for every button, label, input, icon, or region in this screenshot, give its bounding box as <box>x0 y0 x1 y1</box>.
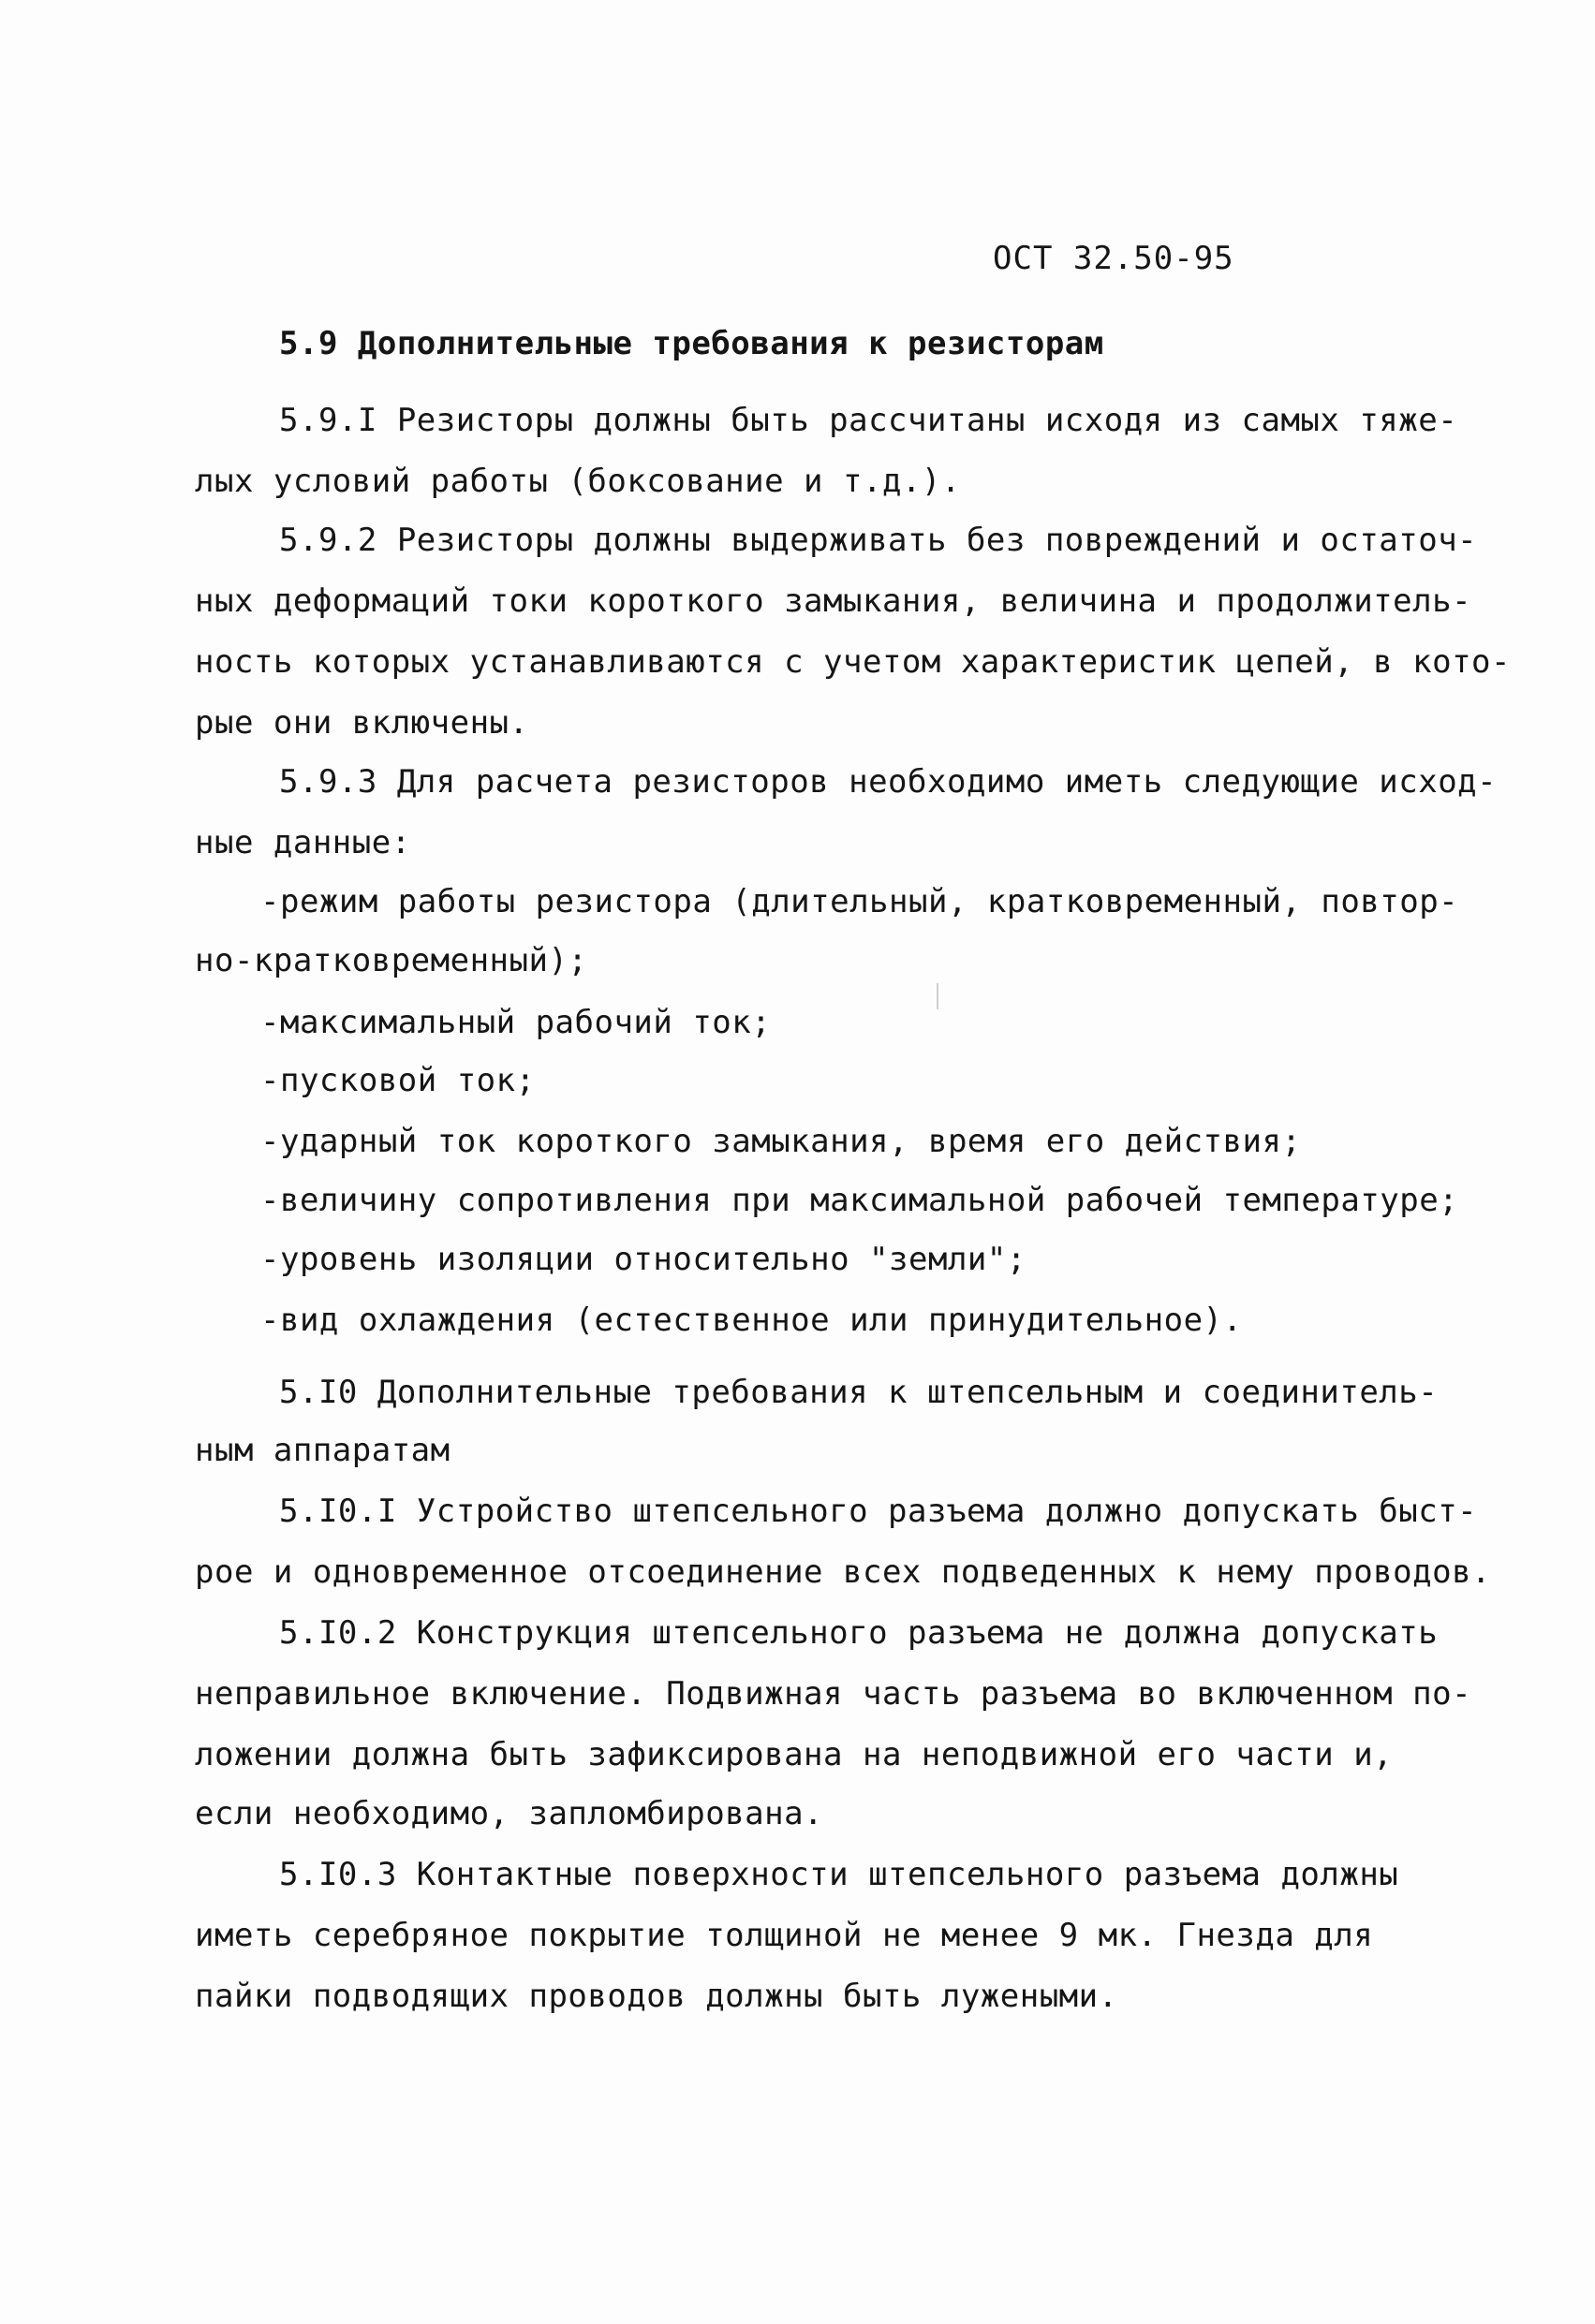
paragraph-line: 5.9.I Резисторы должны быть рассчитаны исходя из самых тяже- <box>279 402 1458 439</box>
paragraph-line: ным аппаратам <box>195 1432 450 1469</box>
paragraph-line: лых условий работы (боксование и т.д.). <box>195 463 961 500</box>
paragraph-line: иметь серебряное покрытие толщиной не менее 9 мк. Гнезда для <box>195 1917 1374 1954</box>
paragraph-line: ность которых устанавливаются с учетом характеристик цепей, в кото- <box>195 643 1511 681</box>
list-item: -пусковой ток; <box>260 1062 536 1099</box>
paragraph-line: ложении должна быть зафиксирована на неподвижной его части и, <box>195 1736 1394 1773</box>
paragraph-line: 5.9.3 Для расчета резисторов необходимо иметь следующие исход- <box>279 763 1498 801</box>
paragraph-line: пайки подводящих проводов должны быть лужеными. <box>195 1978 1118 2015</box>
paragraph-line: 5.I0.3 Контактные поверхности штепсельного разъема должны <box>279 1856 1399 1893</box>
paragraph-line: 5.I0.I Устройство штепсельного разъема должно допускать быст- <box>279 1493 1478 1530</box>
paragraph-line: рые они включены. <box>195 704 529 742</box>
paragraph-line: неправильное включение. Подвижная часть разъема во включенном по- <box>195 1675 1472 1713</box>
list-item: -величину сопротивления при максимальной рабочей температуре; <box>260 1182 1459 1219</box>
list-item: -режим работы резистора (длительный, кратковременный, повтор- <box>260 883 1459 920</box>
document-code: ОСТ 32.50-95 <box>993 240 1234 277</box>
list-item: -вид охлаждения (естественное или принудительное). <box>260 1302 1243 1339</box>
paragraph-line: ные данные: <box>195 824 411 861</box>
paragraph-line: ных деформаций токи короткого замыкания, величина и продолжитель- <box>195 582 1472 620</box>
scan-artifact <box>937 983 938 1009</box>
list-item: -ударный ток короткого замыкания, время его действия; <box>260 1123 1302 1160</box>
paragraph-line: 5.I0.2 Конструкция штепсельного разъема не должна допускать <box>279 1614 1439 1652</box>
paragraph-line: рое и одновременное отсоединение всех подведенных к нему проводов. <box>195 1553 1492 1591</box>
list-item: -уровень изоляции относительно "земли"; <box>260 1241 1026 1278</box>
paragraph-line: если необходимо, запломбирована. <box>195 1795 824 1832</box>
section-heading-5-9: 5.9 Дополнительные требования к резисторам <box>279 325 1104 362</box>
list-item: -максимальный рабочий ток; <box>260 1004 772 1041</box>
list-item-continuation: но-кратковременный); <box>195 942 588 979</box>
paragraph-line: 5.9.2 Резисторы должны выдерживать без повреждений и остаточ- <box>279 522 1478 559</box>
paragraph-line: 5.I0 Дополнительные требования к штепсельным и соединитель- <box>279 1374 1439 1411</box>
